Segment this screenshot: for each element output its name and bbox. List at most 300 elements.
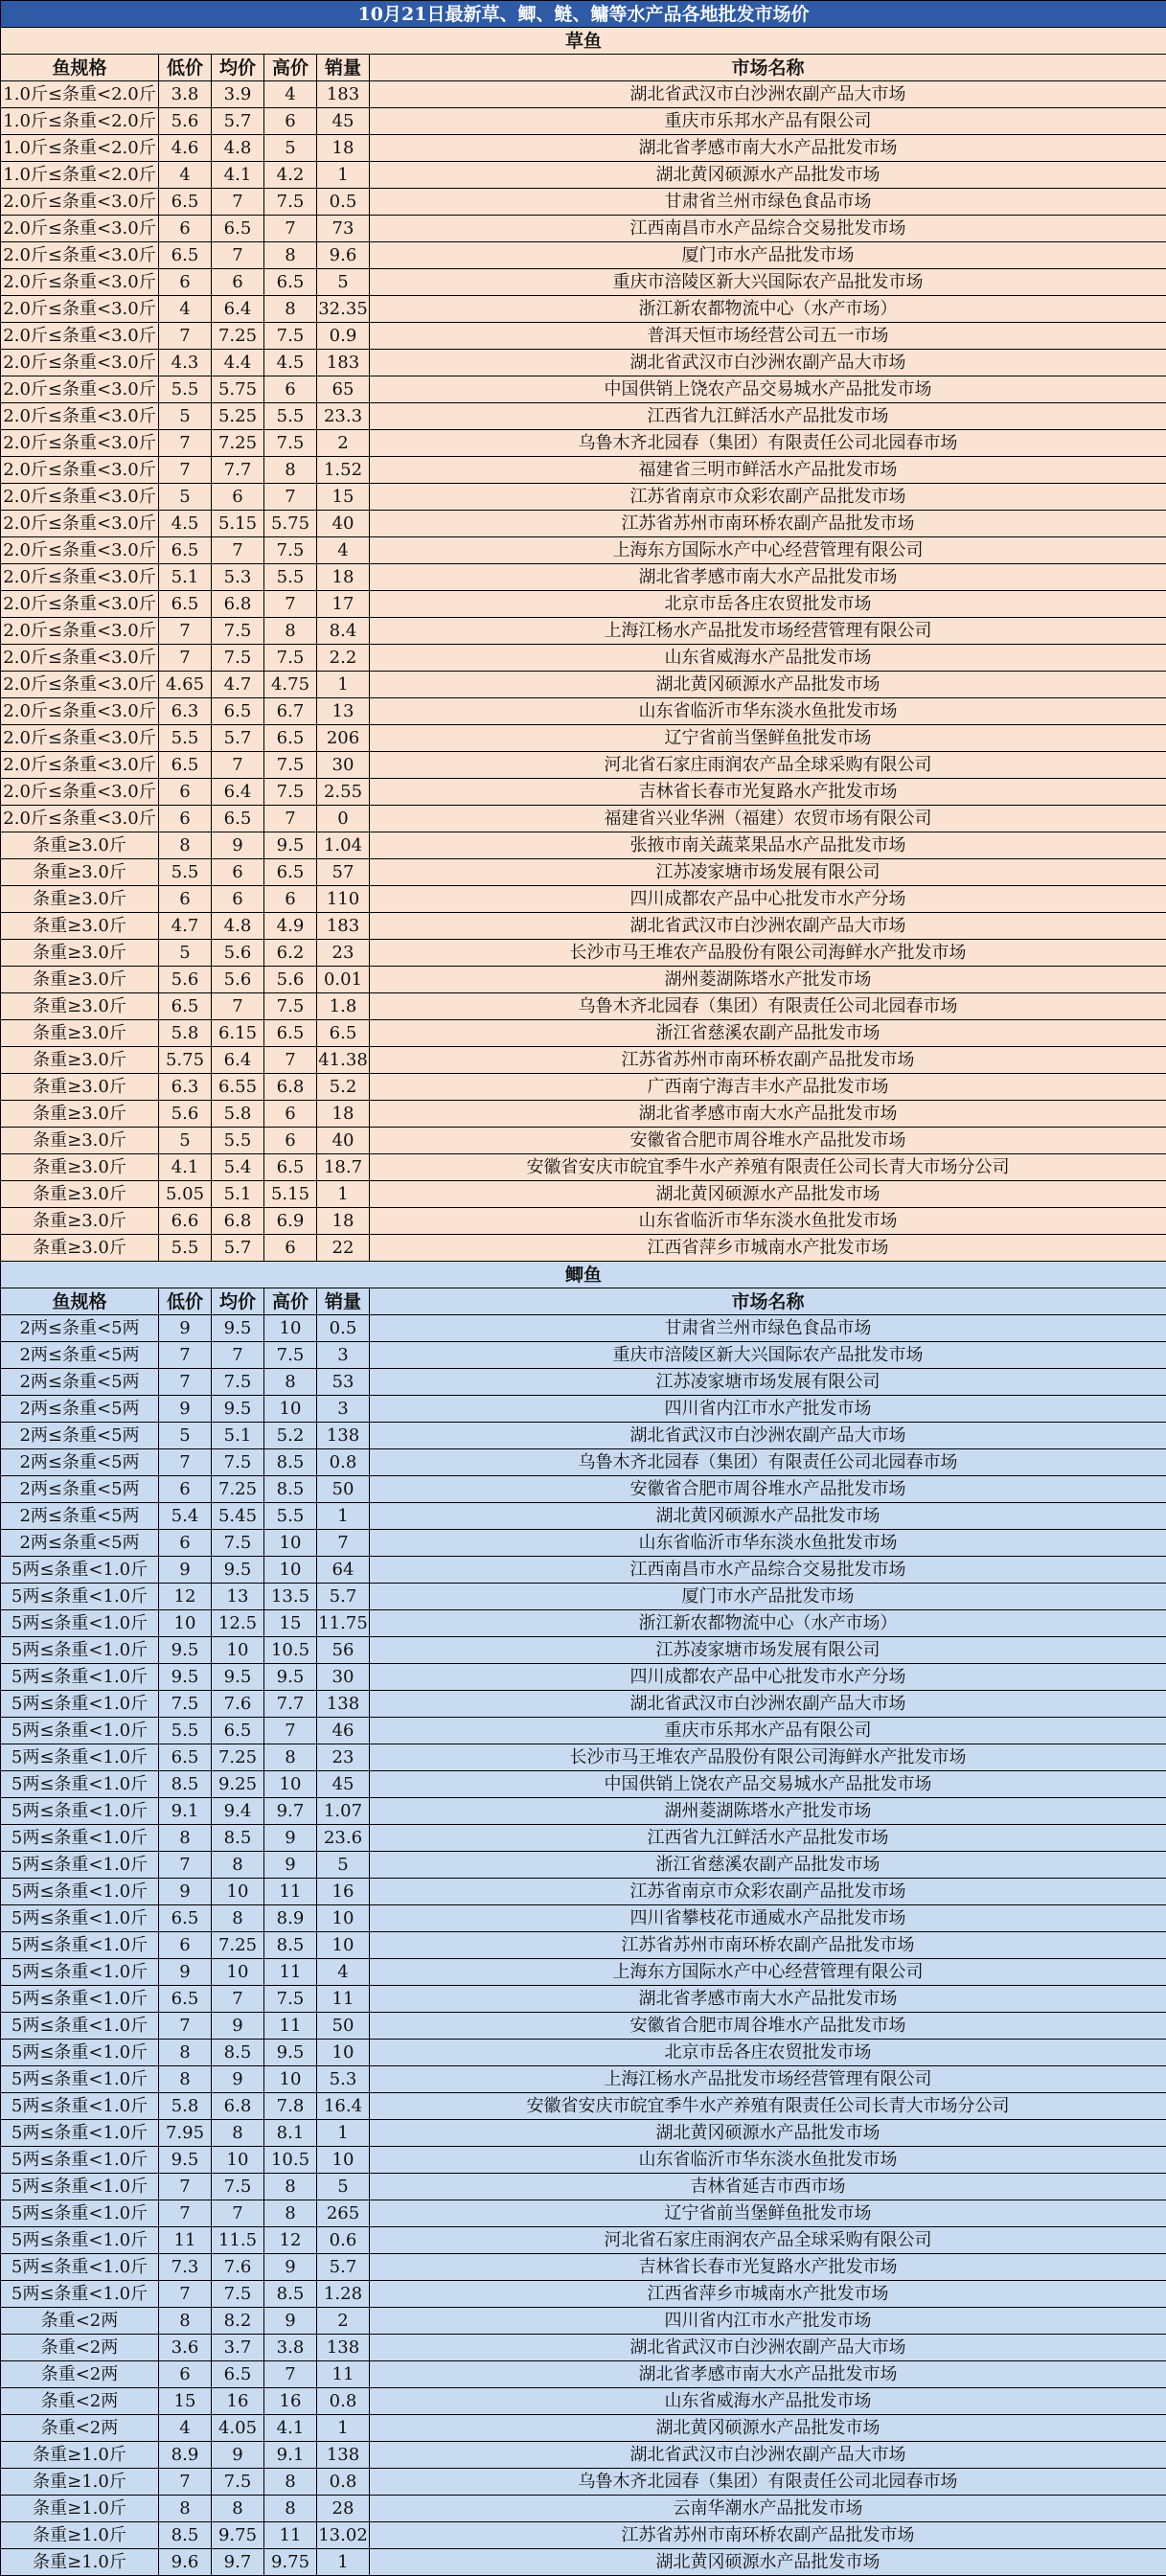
volume-cell: 73: [317, 216, 370, 242]
volume-cell: 5: [317, 1852, 370, 1879]
volume-cell: 18: [317, 135, 370, 162]
spec-cell: 2.0斤≤条重<3.0斤: [1, 242, 159, 269]
volume-cell: 0: [317, 806, 370, 832]
high-price-cell: 6: [264, 108, 317, 135]
low-price-cell: 7: [159, 2281, 212, 2308]
spec-cell: 5两≤条重<1.0斤: [1, 2200, 159, 2227]
spec-cell: 条重<2两: [1, 2335, 159, 2361]
table-row: [1, 1476, 1166, 1503]
high-price-cell: 5.5: [264, 564, 317, 591]
low-price-cell: 8: [159, 2496, 212, 2522]
high-price-cell: 7.5: [264, 993, 317, 1020]
high-price-cell: 7: [264, 1047, 317, 1074]
low-price-cell: 9: [159, 1557, 212, 1584]
high-price-cell: 6: [264, 1101, 317, 1128]
low-price-cell: 4.65: [159, 672, 212, 698]
volume-cell: 18: [317, 564, 370, 591]
low-price-cell: 7: [159, 2200, 212, 2227]
table-row: [1, 2040, 1166, 2066]
low-price-cell: 3.6: [159, 2335, 212, 2361]
table-row: [1, 967, 1166, 993]
spec-cell: 2.0斤≤条重<3.0斤: [1, 403, 159, 430]
market-name-cell: 湖北省孝感市南大水产品批发市场: [370, 1101, 1166, 1128]
volume-cell: 23: [317, 1744, 370, 1771]
market-name-cell: 四川省内江市水产批发市场: [370, 2308, 1166, 2335]
market-name-cell: 山东省临沂市华东淡水鱼批发市场: [370, 1208, 1166, 1235]
table-row: [1, 2281, 1166, 2308]
market-name-cell: 广西南宁海吉丰水产品批发市场: [370, 1074, 1166, 1101]
market-name-cell: 江苏省南京市众彩农副产品批发市场: [370, 1879, 1166, 1905]
table-row: [1, 162, 1166, 189]
spec-cell: 2两≤条重<5两: [1, 1315, 159, 1342]
table-row: [1, 2308, 1166, 2335]
market-name-cell: 湖北省武汉市白沙洲农副产品大市场: [370, 1423, 1166, 1449]
avg-price-cell: 9.5: [212, 1664, 264, 1691]
market-name-cell: 湖北黄冈硕源水产品批发市场: [370, 1503, 1166, 1530]
avg-price-cell: 6: [212, 484, 264, 511]
spec-cell: 条重<2两: [1, 2415, 159, 2442]
market-name-cell: 上海东方国际水产中心经营管理有限公司: [370, 537, 1166, 564]
high-price-cell: 8.1: [264, 2120, 317, 2147]
column-header-low: 低价: [159, 55, 212, 81]
low-price-cell: 9.6: [159, 2549, 212, 2576]
low-price-cell: 11: [159, 2227, 212, 2254]
market-name-cell: 湖北黄冈硕源水产品批发市场: [370, 2120, 1166, 2147]
spec-cell: 条重<2两: [1, 2388, 159, 2415]
low-price-cell: 5.8: [159, 2093, 212, 2120]
market-name-cell: 江苏省苏州市南环桥农副产品批发市场: [370, 1932, 1166, 1959]
table-row: [1, 1637, 1166, 1664]
market-name-cell: 中国供销上饶农产品交易城水产品批发市场: [370, 376, 1166, 403]
market-name-cell: 江西南昌市水产品综合交易批发市场: [370, 1557, 1166, 1584]
spec-cell: 条重≥3.0斤: [1, 1235, 159, 1262]
spec-cell: 条重≥3.0斤: [1, 1101, 159, 1128]
table-row: [1, 1101, 1166, 1128]
low-price-cell: 5.05: [159, 1181, 212, 1208]
high-price-cell: 6.5: [264, 269, 317, 296]
spec-cell: 5两≤条重<1.0斤: [1, 1718, 159, 1744]
low-price-cell: 7: [159, 2469, 212, 2496]
avg-price-cell: 8.5: [212, 1825, 264, 1852]
low-price-cell: 9: [159, 1396, 212, 1423]
spec-cell: 2.0斤≤条重<3.0斤: [1, 752, 159, 779]
volume-cell: 11: [317, 2361, 370, 2388]
market-name-cell: 吉林省延吉市西市场: [370, 2174, 1166, 2200]
avg-price-cell: 6.4: [212, 296, 264, 323]
high-price-cell: 6.2: [264, 940, 317, 967]
avg-price-cell: 6.5: [212, 2361, 264, 2388]
low-price-cell: 9.5: [159, 1637, 212, 1664]
high-price-cell: 9: [264, 2308, 317, 2335]
high-price-cell: 7.5: [264, 645, 317, 672]
market-name-cell: 湖北省孝感市南大水产品批发市场: [370, 1986, 1166, 2013]
table-row: [1, 2200, 1166, 2227]
high-price-cell: 7.5: [264, 1986, 317, 2013]
table-row: [1, 537, 1166, 564]
volume-cell: 8.4: [317, 618, 370, 645]
volume-cell: 5.7: [317, 1584, 370, 1610]
spec-cell: 2.0斤≤条重<3.0斤: [1, 376, 159, 403]
low-price-cell: 5.8: [159, 1020, 212, 1047]
spec-cell: 2.0斤≤条重<3.0斤: [1, 484, 159, 511]
volume-cell: 138: [317, 1423, 370, 1449]
avg-price-cell: 9.4: [212, 1798, 264, 1825]
low-price-cell: 4.1: [159, 1154, 212, 1181]
low-price-cell: 8: [159, 2308, 212, 2335]
avg-price-cell: 6.5: [212, 698, 264, 725]
high-price-cell: 8: [264, 618, 317, 645]
market-name-cell: 中国供销上饶农产品交易城水产品批发市场: [370, 1771, 1166, 1798]
table-row: [1, 752, 1166, 779]
avg-price-cell: 5.3: [212, 564, 264, 591]
market-name-cell: 江苏凌家塘市场发展有限公司: [370, 1637, 1166, 1664]
high-price-cell: 4.2: [264, 162, 317, 189]
high-price-cell: 8: [264, 242, 317, 269]
volume-cell: 5.7: [317, 2254, 370, 2281]
low-price-cell: 7: [159, 430, 212, 457]
market-name-cell: 江西省九江鲜活水产品批发市场: [370, 403, 1166, 430]
spec-cell: 条重<2两: [1, 2308, 159, 2335]
market-name-cell: 江苏省苏州市南环桥农副产品批发市场: [370, 1047, 1166, 1074]
low-price-cell: 7: [159, 323, 212, 350]
spec-cell: 条重≥3.0斤: [1, 993, 159, 1020]
spec-cell: 2两≤条重<5两: [1, 1369, 159, 1396]
spec-cell: 2.0斤≤条重<3.0斤: [1, 269, 159, 296]
spec-cell: 5两≤条重<1.0斤: [1, 1664, 159, 1691]
avg-price-cell: 6: [212, 269, 264, 296]
low-price-cell: 6.3: [159, 698, 212, 725]
volume-cell: 4: [317, 537, 370, 564]
avg-price-cell: 7.25: [212, 1932, 264, 1959]
volume-cell: 1: [317, 672, 370, 698]
table-row: [1, 913, 1166, 940]
volume-cell: 2.55: [317, 779, 370, 806]
volume-cell: 183: [317, 81, 370, 108]
high-price-cell: 9.7: [264, 1798, 317, 1825]
avg-price-cell: 5.1: [212, 1423, 264, 1449]
high-price-cell: 10: [264, 2066, 317, 2093]
column-header-high: 高价: [264, 55, 317, 81]
spec-cell: 5两≤条重<1.0斤: [1, 2254, 159, 2281]
table-row: [1, 564, 1166, 591]
avg-price-cell: 5.45: [212, 1503, 264, 1530]
volume-cell: 16: [317, 1879, 370, 1905]
avg-price-cell: 16: [212, 2388, 264, 2415]
low-price-cell: 7.95: [159, 2120, 212, 2147]
high-price-cell: 7.5: [264, 537, 317, 564]
table-row: [1, 1449, 1166, 1476]
table-row: [1, 779, 1166, 806]
avg-price-cell: 6.8: [212, 2093, 264, 2120]
market-name-cell: 江西省萍乡市城南水产批发市场: [370, 2281, 1166, 2308]
spec-cell: 条重≥3.0斤: [1, 859, 159, 886]
market-name-cell: 上海江杨水产品批发市场经营管理有限公司: [370, 2066, 1166, 2093]
column-header-market: 市场名称: [370, 1288, 1166, 1315]
low-price-cell: 6: [159, 1476, 212, 1503]
market-name-cell: 重庆市乐邦水产品有限公司: [370, 1718, 1166, 1744]
spec-cell: 条重≥3.0斤: [1, 1020, 159, 1047]
market-name-cell: 江苏凌家塘市场发展有限公司: [370, 859, 1166, 886]
avg-price-cell: 7.5: [212, 2281, 264, 2308]
avg-price-cell: 9.5: [212, 1396, 264, 1423]
spec-cell: 条重≥3.0斤: [1, 940, 159, 967]
spec-cell: 条重≥3.0斤: [1, 1047, 159, 1074]
high-price-cell: 6.5: [264, 859, 317, 886]
high-price-cell: 9: [264, 1852, 317, 1879]
table-row: [1, 269, 1166, 296]
high-price-cell: 7.7: [264, 1691, 317, 1718]
table-row: [1, 618, 1166, 645]
market-name-cell: 四川省内江市水产批发市场: [370, 1396, 1166, 1423]
column-header-market: 市场名称: [370, 55, 1166, 81]
low-price-cell: 6: [159, 1932, 212, 1959]
avg-price-cell: 7.5: [212, 2469, 264, 2496]
avg-price-cell: 10: [212, 1879, 264, 1905]
market-name-cell: 浙江省慈溪农副产品批发市场: [370, 1852, 1166, 1879]
low-price-cell: 4: [159, 296, 212, 323]
market-name-cell: 长沙市马王堆农产品股份有限公司海鲜水产批发市场: [370, 1744, 1166, 1771]
spec-cell: 5两≤条重<1.0斤: [1, 2120, 159, 2147]
low-price-cell: 6: [159, 216, 212, 242]
table-row: [1, 323, 1166, 350]
market-name-cell: 湖北省武汉市白沙洲农副产品大市场: [370, 350, 1166, 376]
avg-price-cell: 3.7: [212, 2335, 264, 2361]
spec-cell: 5两≤条重<1.0斤: [1, 1637, 159, 1664]
table-row: [1, 2496, 1166, 2522]
avg-price-cell: 6: [212, 886, 264, 913]
spec-cell: 条重≥3.0斤: [1, 1208, 159, 1235]
column-header-vol: 销量: [317, 55, 370, 81]
avg-price-cell: 5.6: [212, 940, 264, 967]
spec-cell: 条重≥3.0斤: [1, 1128, 159, 1154]
high-price-cell: 7: [264, 484, 317, 511]
volume-cell: 5.3: [317, 2066, 370, 2093]
high-price-cell: 7: [264, 216, 317, 242]
avg-price-cell: 4.8: [212, 913, 264, 940]
high-price-cell: 7.5: [264, 1342, 317, 1369]
high-price-cell: 8: [264, 2200, 317, 2227]
volume-cell: 1.52: [317, 457, 370, 484]
volume-cell: 0.6: [317, 2227, 370, 2254]
table-row: [1, 2120, 1166, 2147]
market-name-cell: 山东省威海水产品批发市场: [370, 2388, 1166, 2415]
column-header-avg: 均价: [212, 1288, 264, 1315]
avg-price-cell: 6.5: [212, 1718, 264, 1744]
high-price-cell: 8: [264, 1369, 317, 1396]
market-name-cell: 乌鲁木齐北园春（集团）有限责任公司北园春市场: [370, 993, 1166, 1020]
column-header-row: [1, 1288, 1166, 1315]
avg-price-cell: 6.8: [212, 591, 264, 618]
avg-price-cell: 9: [212, 832, 264, 859]
spec-cell: 5两≤条重<1.0斤: [1, 1798, 159, 1825]
section-title: 草鱼: [1, 28, 1166, 55]
volume-cell: 13: [317, 698, 370, 725]
market-name-cell: 上海江杨水产品批发市场经营管理有限公司: [370, 618, 1166, 645]
volume-cell: 28: [317, 2496, 370, 2522]
market-name-cell: 乌鲁木齐北园春（集团）有限责任公司北园春市场: [370, 2469, 1166, 2496]
high-price-cell: 8: [264, 2496, 317, 2522]
avg-price-cell: 7: [212, 1342, 264, 1369]
volume-cell: 16.4: [317, 2093, 370, 2120]
table-row: [1, 1235, 1166, 1262]
high-price-cell: 11: [264, 1959, 317, 1986]
table-row: [1, 940, 1166, 967]
volume-cell: 23.6: [317, 1825, 370, 1852]
high-price-cell: 8.5: [264, 2281, 317, 2308]
low-price-cell: 5.5: [159, 725, 212, 752]
avg-price-cell: 7.25: [212, 1476, 264, 1503]
high-price-cell: 7: [264, 2361, 317, 2388]
low-price-cell: 8: [159, 2066, 212, 2093]
volume-cell: 57: [317, 859, 370, 886]
table-row: [1, 1369, 1166, 1396]
table-row: [1, 1020, 1166, 1047]
table-row: [1, 1342, 1166, 1369]
low-price-cell: 5.4: [159, 1503, 212, 1530]
high-price-cell: 8.5: [264, 1476, 317, 1503]
avg-price-cell: 5.4: [212, 1154, 264, 1181]
volume-cell: 2.2: [317, 645, 370, 672]
volume-cell: 1: [317, 1503, 370, 1530]
avg-price-cell: 7.7: [212, 457, 264, 484]
market-name-cell: 辽宁省前当堡鲜鱼批发市场: [370, 2200, 1166, 2227]
high-price-cell: 15: [264, 1610, 317, 1637]
market-name-cell: 浙江新农都物流中心（水产市场）: [370, 296, 1166, 323]
volume-cell: 50: [317, 2013, 370, 2040]
high-price-cell: 5: [264, 135, 317, 162]
market-name-cell: 北京市岳各庄农贸批发市场: [370, 2040, 1166, 2066]
high-price-cell: 12: [264, 2227, 317, 2254]
low-price-cell: 5: [159, 940, 212, 967]
market-name-cell: 湖北省孝感市南大水产品批发市场: [370, 135, 1166, 162]
avg-price-cell: 9: [212, 2442, 264, 2469]
market-name-cell: 湖州菱湖陈塔水产批发市场: [370, 967, 1166, 993]
high-price-cell: 9.1: [264, 2442, 317, 2469]
market-name-cell: 江西省萍乡市城南水产批发市场: [370, 1235, 1166, 1262]
volume-cell: 1: [317, 2549, 370, 2576]
volume-cell: 1: [317, 162, 370, 189]
market-name-cell: 江苏省南京市众彩农副产品批发市场: [370, 484, 1166, 511]
high-price-cell: 5.6: [264, 967, 317, 993]
spec-cell: 条重≥3.0斤: [1, 1154, 159, 1181]
table-row: [1, 2174, 1166, 2200]
low-price-cell: 8: [159, 1825, 212, 1852]
table-row: [1, 1932, 1166, 1959]
low-price-cell: 6.5: [159, 537, 212, 564]
column-header-low: 低价: [159, 1288, 212, 1315]
spec-cell: 5两≤条重<1.0斤: [1, 1986, 159, 2013]
avg-price-cell: 9.75: [212, 2522, 264, 2549]
table-row: [1, 135, 1166, 162]
avg-price-cell: 6.5: [212, 806, 264, 832]
avg-price-cell: 11.5: [212, 2227, 264, 2254]
table-row: [1, 1154, 1166, 1181]
avg-price-cell: 7: [212, 1986, 264, 2013]
avg-price-cell: 4.1: [212, 162, 264, 189]
volume-cell: 40: [317, 1128, 370, 1154]
avg-price-cell: 7.25: [212, 323, 264, 350]
high-price-cell: 6.9: [264, 1208, 317, 1235]
avg-price-cell: 6.8: [212, 1208, 264, 1235]
avg-price-cell: 4.4: [212, 350, 264, 376]
volume-cell: 0.8: [317, 1449, 370, 1476]
avg-price-cell: 5.7: [212, 1235, 264, 1262]
high-price-cell: 8.5: [264, 1932, 317, 1959]
market-name-cell: 湖北省武汉市白沙洲农副产品大市场: [370, 81, 1166, 108]
low-price-cell: 8.5: [159, 1771, 212, 1798]
table-row: [1, 2254, 1166, 2281]
market-name-cell: 云南华潮水产品批发市场: [370, 2496, 1166, 2522]
low-price-cell: 9.5: [159, 1664, 212, 1691]
volume-cell: 138: [317, 2442, 370, 2469]
avg-price-cell: 6.4: [212, 779, 264, 806]
volume-cell: 1.04: [317, 832, 370, 859]
column-header-high: 高价: [264, 1288, 317, 1315]
avg-price-cell: 5.75: [212, 376, 264, 403]
table-row: [1, 430, 1166, 457]
market-name-cell: 湖北省孝感市南大水产品批发市场: [370, 2361, 1166, 2388]
spec-cell: 条重<2两: [1, 2361, 159, 2388]
low-price-cell: 8: [159, 2040, 212, 2066]
table-row: [1, 2415, 1166, 2442]
spec-cell: 2.0斤≤条重<3.0斤: [1, 537, 159, 564]
spec-cell: 条重≥3.0斤: [1, 886, 159, 913]
volume-cell: 10: [317, 1905, 370, 1932]
avg-price-cell: 7.5: [212, 1530, 264, 1557]
low-price-cell: 7.5: [159, 1691, 212, 1718]
market-name-cell: 山东省威海水产品批发市场: [370, 645, 1166, 672]
table-row: [1, 2549, 1166, 2576]
table-row: [1, 1905, 1166, 1932]
volume-cell: 0.8: [317, 2469, 370, 2496]
avg-price-cell: 7.25: [212, 1744, 264, 1771]
volume-cell: 110: [317, 886, 370, 913]
table-row: [1, 350, 1166, 376]
spec-cell: 2两≤条重<5两: [1, 1396, 159, 1423]
low-price-cell: 6.5: [159, 1986, 212, 2013]
avg-price-cell: 7: [212, 2200, 264, 2227]
high-price-cell: 11: [264, 2013, 317, 2040]
market-name-cell: 重庆市涪陵区新大兴国际农产品批发市场: [370, 1342, 1166, 1369]
avg-price-cell: 7.5: [212, 1449, 264, 1476]
spec-cell: 2.0斤≤条重<3.0斤: [1, 511, 159, 537]
low-price-cell: 4: [159, 162, 212, 189]
table-row: [1, 2361, 1166, 2388]
table-row: [1, 1879, 1166, 1905]
market-name-cell: 湖北黄冈硕源水产品批发市场: [370, 2549, 1166, 2576]
low-price-cell: 6.3: [159, 1074, 212, 1101]
high-price-cell: 10: [264, 1396, 317, 1423]
table-row: [1, 832, 1166, 859]
spec-cell: 2.0斤≤条重<3.0斤: [1, 216, 159, 242]
spec-cell: 2两≤条重<5两: [1, 1530, 159, 1557]
avg-price-cell: 7: [212, 752, 264, 779]
low-price-cell: 9: [159, 1959, 212, 1986]
table-row: [1, 1798, 1166, 1825]
section-title: 鲫鱼: [1, 1262, 1166, 1288]
table-row: [1, 1825, 1166, 1852]
spec-cell: 1.0斤≤条重<2.0斤: [1, 108, 159, 135]
table-row: [1, 1315, 1166, 1342]
low-price-cell: 8: [159, 832, 212, 859]
low-price-cell: 6: [159, 269, 212, 296]
low-price-cell: 6.5: [159, 242, 212, 269]
market-name-cell: 湖北省武汉市白沙洲农副产品大市场: [370, 1691, 1166, 1718]
table-row: [1, 2147, 1166, 2174]
market-name-cell: 河北省石家庄雨润农产品全球采购有限公司: [370, 2227, 1166, 2254]
column-header-spec: 鱼规格: [1, 1288, 159, 1315]
spec-cell: 5两≤条重<1.0斤: [1, 2013, 159, 2040]
